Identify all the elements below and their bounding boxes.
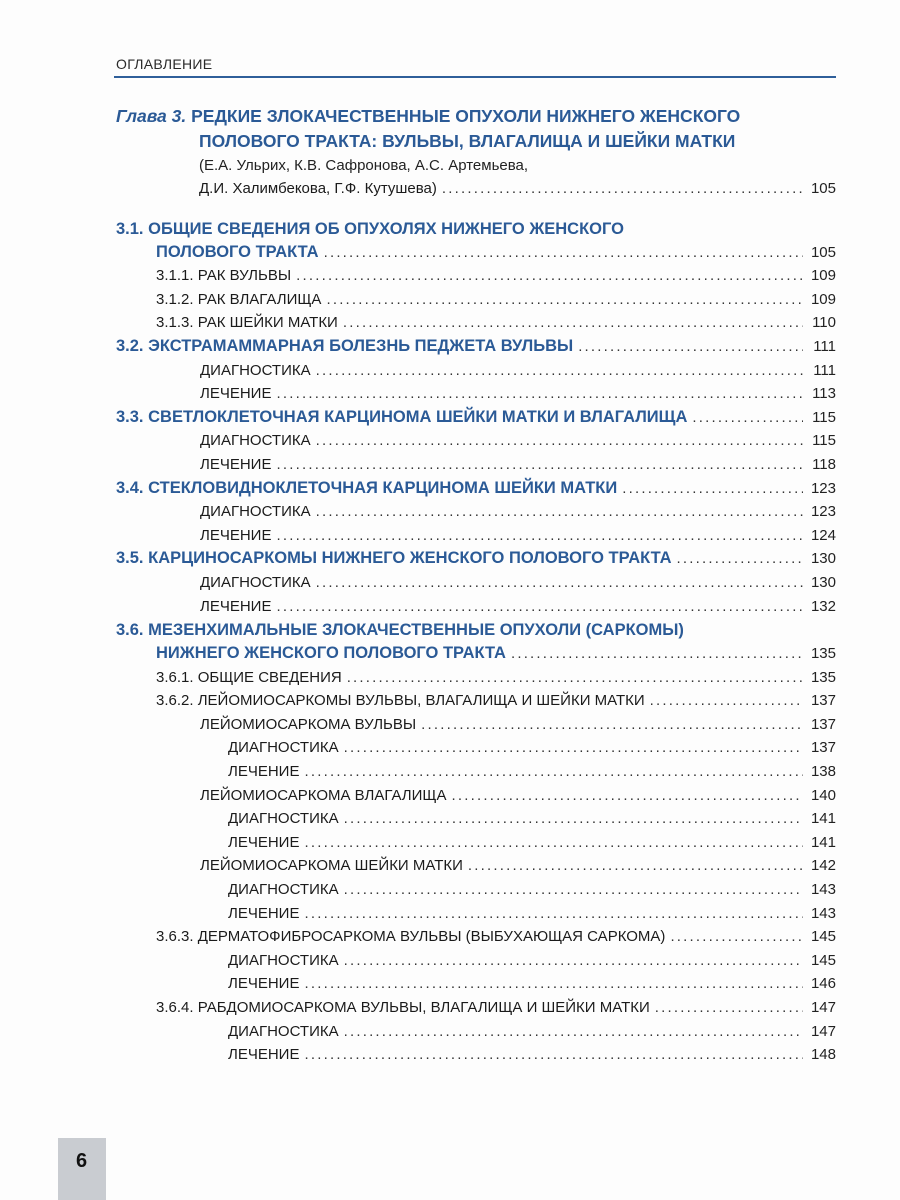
- section-title: [116, 547, 672, 571]
- leader-dots: [304, 972, 803, 996]
- leader-dots: [296, 264, 803, 288]
- toc-entry-page: 138: [810, 763, 836, 781]
- toc-entry[interactable]: [116, 288, 836, 312]
- toc-entry[interactable]: [116, 807, 836, 831]
- section-title-text: СВЕТЛОКЛЕТОЧНАЯ КАРЦИНОМА ШЕЙКИ МАТКИ И ВЛАГАЛИЩА: [148, 407, 688, 426]
- toc-entry-title: 3.1.2. РАК ВЛАГАЛИЩА: [156, 290, 322, 308]
- toc-entry-page: 118: [812, 455, 836, 473]
- section-entry[interactable]: [116, 406, 836, 430]
- leader-dots: [511, 642, 803, 666]
- leader-dots: [304, 831, 803, 855]
- toc-entry-title: ЛЕЙОМИОСАРКОМА ВУЛЬВЫ: [200, 715, 417, 733]
- toc-entry[interactable]: [116, 972, 836, 996]
- toc-entry[interactable]: [116, 854, 836, 878]
- chapter-authors-line1: (Е.А. Ульрих, К.В. Сафронова, А.С. Артемьева,: [199, 157, 529, 174]
- leader-dots: [276, 453, 803, 477]
- toc-entry-title: ДИАГНОСТИКА: [228, 810, 339, 828]
- toc-entry[interactable]: [116, 949, 836, 973]
- leader-dots: [304, 1043, 803, 1067]
- toc-entry-title: ЛЕЙОМИОСАРКОМА ВЛАГАЛИЩА: [200, 786, 447, 804]
- toc-entry-title: ДИАГНОСТИКА: [228, 881, 339, 899]
- page-number: 6: [76, 1150, 88, 1172]
- toc-entry-page: 143: [810, 904, 836, 922]
- toc-entry-page: 143: [810, 881, 836, 899]
- toc-entry-title: ЛЕЧЕНИЕ: [200, 526, 272, 544]
- section-title: [116, 335, 573, 359]
- toc-entry-page: 148: [810, 1046, 836, 1064]
- toc-entry[interactable]: [116, 500, 836, 524]
- toc-entry-title: 3.1.1. РАК ВУЛЬВЫ: [156, 267, 292, 285]
- leader-dots: [316, 429, 803, 453]
- toc-entry-title: ЛЕЧЕНИЕ: [200, 597, 272, 615]
- toc-entry[interactable]: [116, 1020, 836, 1044]
- section-title: [156, 241, 319, 265]
- toc-entry-title: ДИАГНОСТИКА: [228, 951, 339, 969]
- section-page: 135: [810, 645, 836, 663]
- toc-entry-title: 3.6.1. ОБЩИЕ СВЕДЕНИЯ: [156, 668, 342, 686]
- leader-dots: [344, 878, 803, 902]
- toc-entry[interactable]: [116, 831, 836, 855]
- toc-entry[interactable]: [116, 666, 836, 690]
- toc-entry-title: 3.6.2. ЛЕЙОМИОСАРКОМЫ ВУЛЬВЫ, ВЛАГАЛИЩА И ШЕЙКИ МАТКИ: [156, 692, 645, 710]
- toc-entry[interactable]: [116, 571, 836, 595]
- toc-entry[interactable]: [116, 996, 836, 1020]
- toc-entry[interactable]: [116, 429, 836, 453]
- toc-entry-page: 147: [810, 999, 836, 1016]
- toc-entry-title: ДИАГНОСТИКА: [200, 503, 311, 521]
- leader-dots: [670, 925, 803, 949]
- toc-entry-title: ДИАГНОСТИКА: [200, 361, 311, 379]
- toc-entry-title: ДИАГНОСТИКА: [228, 739, 339, 757]
- chapter-authors-line2: Д.И. Халимбекова, Г.Ф. Кутушева): [199, 180, 437, 197]
- section-page: 123: [810, 479, 836, 497]
- toc-entry-page: 123: [810, 503, 836, 521]
- toc-entry[interactable]: [116, 359, 836, 383]
- toc-entry[interactable]: [116, 382, 836, 406]
- leader-dots: [316, 571, 803, 595]
- section-title-text: МЕЗЕНХИМАЛЬНЫЕ ЗЛОКАЧЕСТВЕННЫЕ ОПУХОЛИ (САРКОМЫ): [148, 621, 684, 640]
- section-title-text: КАРЦИНОСАРКОМЫ НИЖНЕГО ЖЕНСКОГО ПОЛОВОГО ТРАКТА: [148, 549, 672, 568]
- toc-entry-page: 109: [810, 267, 836, 285]
- toc-entry[interactable]: [116, 311, 836, 335]
- leader-dots: [655, 996, 803, 1020]
- chapter-authors-row[interactable]: [116, 177, 836, 201]
- toc-entry-page: 147: [810, 1022, 836, 1040]
- chapter-label: Глава 3.: [116, 106, 187, 126]
- section-page: 115: [812, 408, 836, 426]
- section-title-text: ОБЩИЕ СВЕДЕНИЯ ОБ ОПУХОЛЯХ НИЖНЕГО ЖЕНСКОГО: [148, 219, 624, 238]
- toc-entry-page: 111: [813, 361, 836, 379]
- toc-entry-page: 137: [810, 715, 836, 733]
- toc-entry[interactable]: [116, 736, 836, 760]
- toc-entry[interactable]: [116, 878, 836, 902]
- leader-dots: [344, 949, 803, 973]
- section-number: 3.5.: [116, 549, 144, 568]
- toc-entry-title: ЛЕЧЕНИЕ: [200, 455, 272, 473]
- toc-entry-title: ЛЕЙОМИОСАРКОМА ШЕЙКИ МАТКИ: [200, 857, 463, 875]
- chapter-title-line2: ПОЛОВОГО ТРАКТА: ВУЛЬВЫ, ВЛАГАЛИЩА И ШЕЙКИ МАТКИ: [199, 131, 736, 151]
- leader-dots: [344, 736, 803, 760]
- toc-entry-page: 145: [810, 928, 836, 946]
- section-title: [156, 642, 506, 666]
- section-title: [116, 477, 617, 501]
- toc-entry-page: 141: [810, 833, 836, 851]
- section-title-line1: [116, 618, 836, 642]
- section-page: 105: [810, 243, 836, 261]
- toc-entry-title: ЛЕЧЕНИЕ: [228, 833, 300, 851]
- leader-dots: [316, 500, 803, 524]
- section-title-text: ПОЛОВОГО ТРАКТА: [156, 242, 319, 261]
- leader-dots: [421, 713, 803, 737]
- toc-entry-title: 3.1.3. РАК ШЕЙКИ МАТКИ: [156, 314, 338, 332]
- toc-entry[interactable]: [116, 524, 836, 548]
- leader-dots: [347, 666, 803, 690]
- section-title-text: СТЕКЛОВИДНОКЛЕТОЧНАЯ КАРЦИНОМА ШЕЙКИ МАТКИ: [148, 478, 618, 497]
- section-entry[interactable]: [116, 547, 836, 571]
- leader-dots: [442, 177, 803, 201]
- toc-entry[interactable]: [116, 925, 836, 949]
- leader-dots: [276, 382, 803, 406]
- toc-entry-page: 145: [810, 951, 836, 969]
- toc-entry-title: 3.6.3. ДЕРМАТОФИБРОСАРКОМА ВУЛЬВЫ (ВЫБУХАЮЩАЯ САРКОМА): [156, 928, 666, 946]
- leader-dots: [304, 760, 803, 784]
- toc-entry[interactable]: [116, 453, 836, 477]
- toc-entry-page: 109: [810, 290, 836, 308]
- section-title-text: НИЖНЕГО ЖЕНСКОГО ПОЛОВОГО ТРАКТА: [156, 644, 506, 663]
- section-number: 3.3.: [116, 407, 144, 426]
- toc-entry-title: ДИАГНОСТИКА: [200, 573, 311, 591]
- sections-list: [116, 217, 836, 1067]
- section-title: [116, 406, 687, 430]
- toc-entry-page: 146: [810, 975, 836, 993]
- toc-entry-title: ЛЕЧЕНИЕ: [228, 975, 300, 993]
- toc-entry[interactable]: [116, 689, 836, 713]
- toc-entry-title: ЛЕЧЕНИЕ: [228, 904, 300, 922]
- toc-entry-page: 137: [810, 692, 836, 710]
- section-number: 3.6.: [116, 621, 144, 640]
- leader-dots: [692, 406, 803, 430]
- leader-dots: [276, 524, 803, 548]
- leader-dots: [324, 241, 803, 265]
- section-number: 3.1.: [116, 219, 144, 238]
- leader-dots: [578, 335, 803, 359]
- toc-entry[interactable]: [116, 1043, 836, 1067]
- toc-entry[interactable]: [116, 264, 836, 288]
- toc-entry-title: ЛЕЧЕНИЕ: [200, 385, 272, 403]
- section-title-line1: [116, 217, 836, 241]
- leader-dots: [344, 1020, 803, 1044]
- toc-entry-title: ДИАГНОСТИКА: [200, 432, 311, 450]
- toc-entry-page: 113: [812, 385, 836, 403]
- section-number: 3.4.: [116, 478, 144, 497]
- leader-dots: [276, 595, 803, 619]
- leader-dots: [316, 359, 803, 383]
- toc-entry-page: 142: [810, 857, 836, 875]
- section-entry[interactable]: [116, 642, 836, 666]
- toc-entry-page: 115: [812, 432, 836, 450]
- running-header: ОГЛАВЛЕНИЕ: [116, 56, 213, 72]
- chapter-page: 105: [810, 180, 836, 197]
- toc-entry-page: 135: [810, 668, 836, 686]
- toc-entry[interactable]: [116, 902, 836, 926]
- toc-entry-page: 137: [810, 739, 836, 757]
- toc-entry-page: 141: [810, 810, 836, 828]
- toc-entry[interactable]: [116, 784, 836, 808]
- toc-entry-title: ЛЕЧЕНИЕ: [228, 1046, 300, 1064]
- section-entry[interactable]: [116, 335, 836, 359]
- toc-entry-title: ЛЕЧЕНИЕ: [228, 763, 300, 781]
- toc-entry[interactable]: [116, 760, 836, 784]
- section-page: 111: [813, 337, 836, 355]
- toc-entry[interactable]: [116, 595, 836, 619]
- chapter-title: [116, 104, 836, 129]
- leader-dots: [622, 477, 803, 501]
- section-entry[interactable]: [116, 241, 836, 265]
- section-title-text: ЭКСТРАМАММАРНАЯ БОЛЕЗНЬ ПЕДЖЕТА ВУЛЬВЫ: [148, 336, 574, 355]
- section-number: 3.2.: [116, 336, 144, 355]
- leader-dots: [468, 854, 803, 878]
- toc-entry-page: 140: [810, 786, 836, 804]
- toc-entry-page: 130: [810, 573, 836, 591]
- leader-dots: [326, 288, 803, 312]
- section-page: 130: [810, 550, 836, 568]
- leader-dots: [343, 311, 803, 335]
- leader-dots: [452, 784, 804, 808]
- header-rule: [114, 76, 836, 78]
- table-of-contents: [116, 104, 836, 1067]
- section-entry[interactable]: [116, 477, 836, 501]
- chapter-title-line1: РЕДКИЕ ЗЛОКАЧЕСТВЕННЫЕ ОПУХОЛИ НИЖНЕГО ЖЕНСКОГО: [191, 106, 741, 126]
- leader-dots: [304, 902, 803, 926]
- toc-entry-page: 110: [812, 314, 836, 332]
- toc-entry-page: 124: [810, 526, 836, 544]
- leader-dots: [677, 547, 803, 571]
- leader-dots: [650, 689, 803, 713]
- toc-entry-title: 3.6.4. РАБДОМИОСАРКОМА ВУЛЬВЫ, ВЛАГАЛИЩА И ШЕЙКИ МАТКИ: [156, 999, 650, 1016]
- leader-dots: [344, 807, 803, 831]
- toc-entry-page: 132: [810, 597, 836, 615]
- toc-entry-title: ДИАГНОСТИКА: [228, 1022, 339, 1040]
- toc-entry[interactable]: [116, 713, 836, 737]
